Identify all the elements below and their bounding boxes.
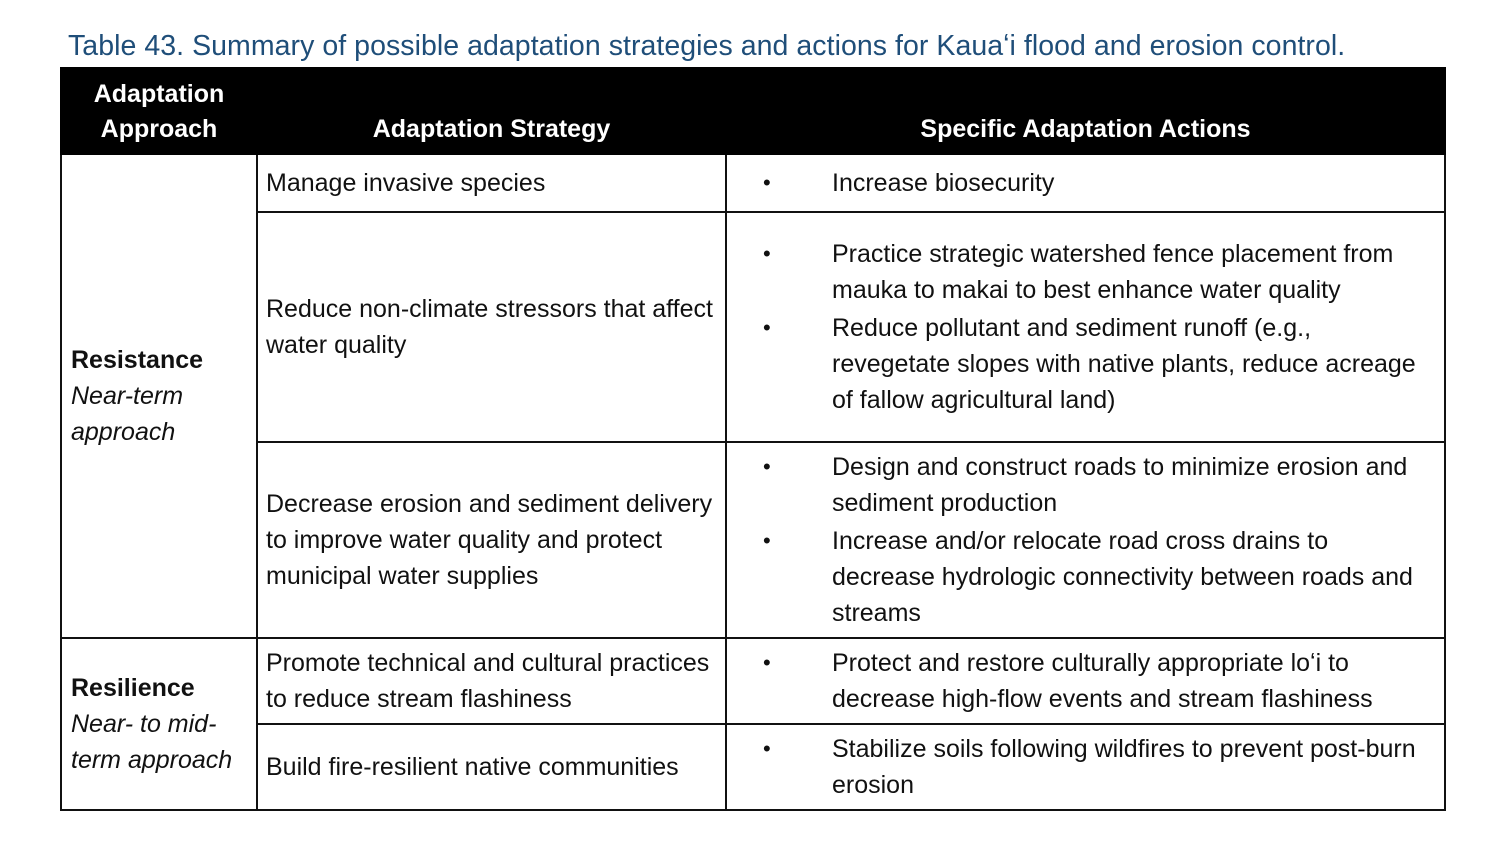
- header-actions: Specific Adaptation Actions: [726, 68, 1445, 154]
- action-text: Stabilize soils following wildfires to prevent post-burn erosion: [832, 735, 1416, 799]
- bullet-icon: •: [763, 454, 771, 479]
- action-text: Reduce pollutant and sediment runoff (e.g., revegetate slopes with native plants, reduce acreage of fallow agricultural land): [832, 314, 1416, 414]
- actions-cell: [726, 638, 1445, 724]
- approach-subtitle: Near- to mid-term approach: [71, 710, 233, 774]
- action-item: [735, 523, 1436, 631]
- table-row: [61, 638, 1445, 724]
- table-caption: Table 43. Summary of possible adaptation strategies and actions for Kauaʻi flood and erosion control.: [68, 30, 1346, 62]
- strategy-cell: Build fire-resilient native communities: [257, 724, 726, 810]
- adaptation-table: [60, 67, 1446, 811]
- actions-cell: [726, 212, 1445, 442]
- bullet-icon: •: [763, 170, 771, 195]
- bullet-icon: •: [763, 736, 771, 761]
- approach-name: Resilience: [71, 674, 195, 702]
- table-row: [61, 724, 1445, 810]
- action-text: Increase biosecurity: [832, 169, 1055, 197]
- table-row: [61, 154, 1445, 212]
- bullet-icon: •: [763, 528, 771, 553]
- table-row: [61, 442, 1445, 638]
- bullet-icon: •: [763, 315, 771, 340]
- action-item: [735, 645, 1436, 717]
- actions-cell: [726, 442, 1445, 638]
- action-item: [735, 310, 1436, 418]
- approach-subtitle: Near-term approach: [71, 382, 184, 446]
- actions-cell: [726, 154, 1445, 212]
- strategy-cell: Manage invasive species: [257, 154, 726, 212]
- action-text: Protect and restore culturally appropriate loʻi to decrease high-flow events and stream flashiness: [832, 649, 1373, 713]
- action-item: [735, 449, 1436, 521]
- approach-name: Resistance: [71, 346, 204, 374]
- header-row: [61, 68, 1445, 154]
- action-text: Increase and/or relocate road cross drains to decrease hydrologic connectivity between roads and streams: [832, 527, 1413, 627]
- action-item: [735, 236, 1436, 308]
- strategy-cell: Reduce non-climate stressors that affect water quality: [257, 212, 726, 442]
- approach-cell-resilience: [61, 638, 257, 810]
- strategy-cell: Decrease erosion and sediment delivery to improve water quality and protect municipal water supplies: [257, 442, 726, 638]
- action-text: Design and construct roads to minimize erosion and sediment production: [832, 453, 1408, 517]
- bullet-icon: •: [763, 650, 771, 675]
- action-item: [735, 165, 1436, 201]
- action-item: [735, 731, 1436, 803]
- actions-cell: [726, 724, 1445, 810]
- action-text: Practice strategic watershed fence placement from mauka to makai to best enhance water quality: [832, 240, 1394, 304]
- strategy-cell: Promote technical and cultural practices to reduce stream flashiness: [257, 638, 726, 724]
- bullet-icon: •: [763, 241, 771, 266]
- table-row: [61, 212, 1445, 442]
- approach-cell-resistance: [61, 154, 257, 638]
- header-approach: Adaptation Approach: [61, 68, 257, 154]
- header-strategy: Adaptation Strategy: [257, 68, 726, 154]
